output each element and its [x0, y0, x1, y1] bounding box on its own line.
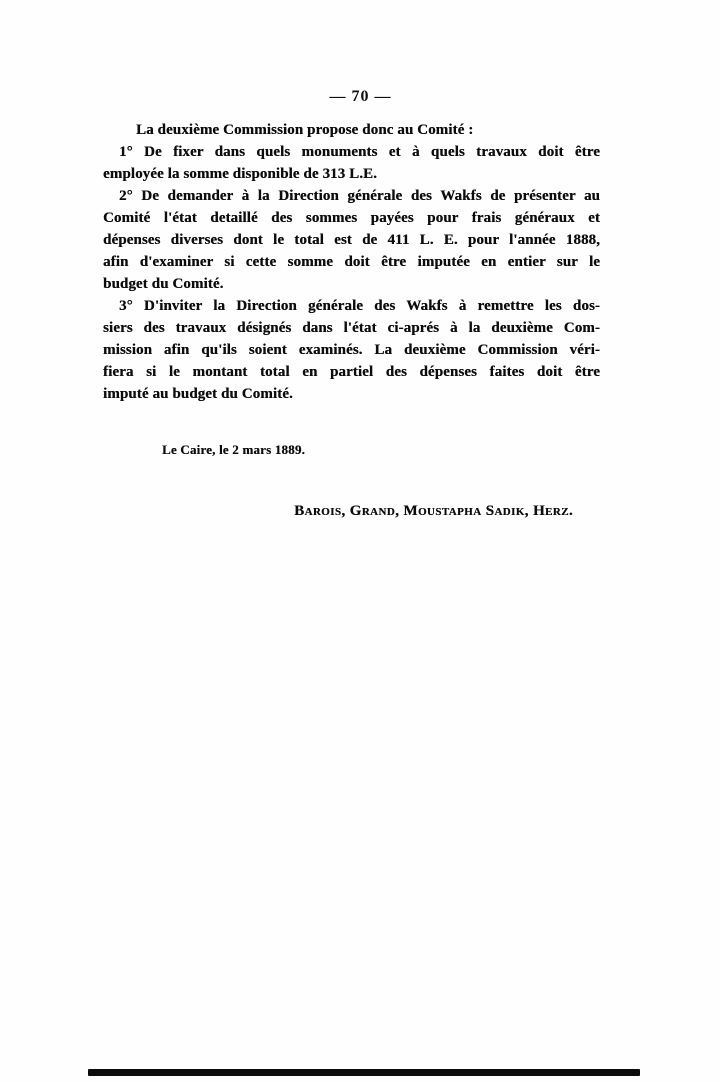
paragraph-1	[103, 119, 600, 141]
text-line: afin d'examiner si cette somme doit être imputée en entier sur le	[103, 254, 600, 270]
text-line: fiera si le montant total en partiel des dépenses faites doit être	[103, 364, 600, 380]
text-line: 2° De demander à la Direction générale des Wakfs de présenter au	[119, 188, 600, 204]
signature-names: Barois, Grand, Moustapha Sadik, Herz.	[294, 503, 573, 519]
paragraph-2	[103, 141, 600, 185]
text-line: siers des travaux désignés dans l'état ci-aprés à la deuxième Com-	[103, 320, 600, 336]
text-line: employée la somme disponible de 313 L.E.	[103, 166, 378, 182]
text-line: Comité l'état detaillé des sommes payées pour frais généraux et	[103, 210, 600, 226]
paragraph-4	[103, 295, 600, 405]
text-line: imputé au budget du Comité.	[103, 386, 293, 402]
document-body-text	[103, 119, 600, 405]
text-line: La deuxième Commission propose donc au Comité :	[136, 122, 474, 138]
text-line: mission afin qu'ils soient examinés. La deuxième Commission véri-	[103, 342, 600, 358]
paragraph-3	[103, 185, 600, 295]
text-line: 1° De fixer dans quels monuments et à quels travaux doit être	[119, 144, 600, 160]
page-number-header: — 70 —	[329, 88, 392, 105]
text-line: dépenses diverses dont le total est de 411 L. E. pour l'année 1888,	[103, 232, 600, 248]
text-line: budget du Comité.	[103, 276, 224, 292]
scan-edge-bar	[88, 1069, 640, 1076]
dateline: Le Caire, le 2 mars 1889.	[162, 442, 306, 457]
text-line: 3° D'inviter la Direction générale des Wakfs à remettre les dos-	[119, 298, 600, 314]
